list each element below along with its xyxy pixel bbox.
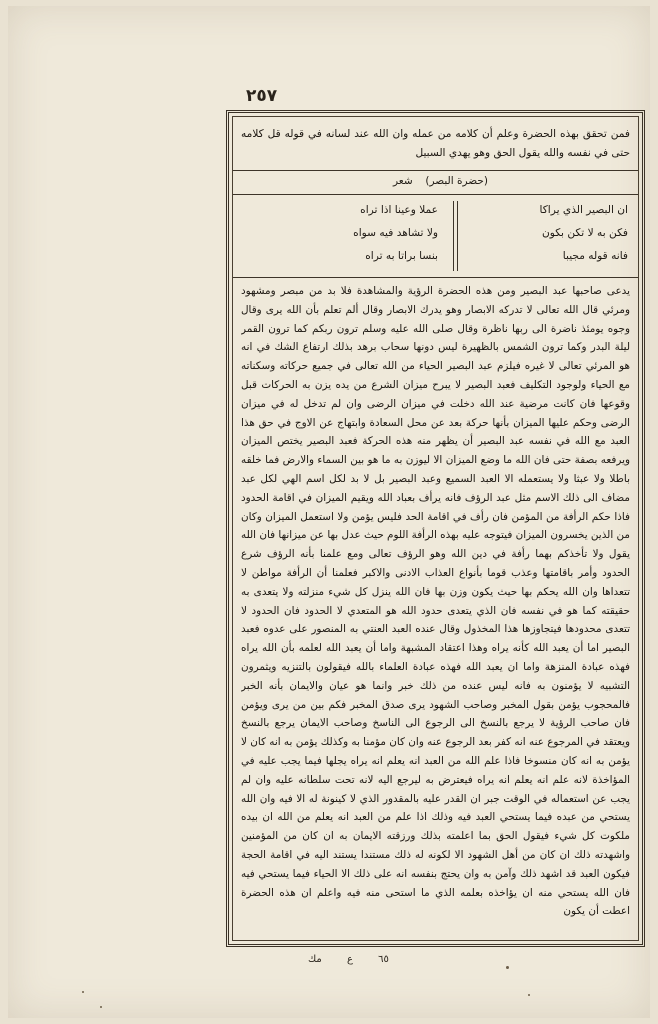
ink-speck (528, 994, 530, 996)
ink-speck (100, 1006, 102, 1008)
poem-line: ان البصير الذي يراكا (539, 204, 628, 216)
poem-line: فكن به لا تكن بكون (541, 227, 628, 239)
section-heading: (حضرة البصر) (425, 175, 488, 187)
footer-catchword: ٦٥ ع مك (308, 954, 389, 965)
text-frame (226, 110, 645, 947)
poem-left-column (288, 199, 438, 273)
main-paragraph: يدعى صاحبها عبد البصير ومن هذه الحضرة الرؤية والمشاهدة فلا بد من مبصر ومشهود ومرئي قال الله تعالى لا تدركه الابصار وهو يدرك الابصار وقال ألم تعلم بأن الله يرى وقال وجوه يومئذ ناضرة الى ربها ناظرة وقال صلى الله عليه وسلم ترون ربكم كما ترون القمر ليلة البدر وكما ترون الشمس بالظهيرة ليس دونها سحاب برهد بذلك ارتفاع الشك في انه هو المرئي تعالى لا غيره فيلزم عبد البصير الحياء من الله تعالى في جميع حركاته وسكناته مع الحياء ولوجود التكليف فعبد البصير لا يبرح ميزان الشرع من يده يزن به الحركات قبل وقوعها فان كانت مرضية عند الله دخلت في ميزان الرضى وان لم تدخل له في ميزان الرضى وحكم عليها الميزان بأنها حركة بعد عن محل السعادة وابتهاج عن الاوج في حق هذا العبد مع الله في نفسه عبد البصير أن يظهر منه هذه الحركة فعبد البصير يختص الميزان ويرفعه بصفة حتى فان الله ما وضع الميزان الا ليوزن به ما هو بين السماء والارض فما خلقه باطلا ولا عبثا ولا يستعمله الا العبد السميع وعبد البصير بل لا بد لكل اسم الهي لكل عبد مضاف الى ذلك الاسم مثل عبد الرؤف فانه يرأف بعباد الله ويقيم الميزان في اقامة الحدود فاذا حكم الرأفة من المؤمن فان رأف في اقامة الحد فليس يؤمن ولا استعمل الميزان وكان من الذين يخسرون الميزان فيتوجه عليه بهذه الرأفة اللوم حيث عدل بها عن ميزانها فان الله يقول ولا تأخذكم بهما رأفة في دين الله وهو الرؤف تعالى ومع علمنا بأنه الرؤف شرع الحدود وأمر باقامتها وعذب قوما بأنواع العذاب الادنى والاكبر فعلمنا أن الرأفة مواطن لا تتعداها وان الله يحكم بها حيث يكون وزن بها فان الله ينزل كل شيء منزلته ولا يتعدى به حقيقته كما هو في نفسه فان الذي يتعدى حدود الله هو المتعدي لا الحدود فان الحدود لا تتعدى محدودها فيتجاوزها هذا المخذول وقال عنده العبد العنتي به المنصور على عدوه فعبد البصير اما أن يعبد الله كأنه يراه وهذا اعتقاد المشبهة واما أن يعبد الله لعلمه بأن الله يراه فهذه عبادة المنزهة واما ان يعبد الله فهذه عبادة العلماء بالله فيقولون بالتنزيه ويثمرون التشبيه لا يؤمنون به فانه ليس عنده من ذلك خبر وانما هو عيان والايمان بأنه الخبر فالمحجوب يؤمن بقول المخبر وصاحب الشهود يرى صدق المخبر فكم بين من يرى ويؤمن فان صاحب الرؤية لا يرجع بالنسخ الى الرجوع الى الناسخ وصاحب الايمان يرجع بالنسخ ويعتقد في المرجوع عنه انه كفر بعد الرجوع عنه وان كان مؤمنا به وكذلك يؤمن به انه كان لا يؤمن به انه كان منسوخا فاذا علم الله من العبد انه يعلم انه يراه يجلها فيما يجب عليه في المؤاخذة لانه علم انه يعلم انه يراه فيعترض به ليرجع اليه لانه تحت سلطانه عليه وان لم يجب عن استعماله في الوقت جبر ان القدر عليه بالمقدور الذي لا كينونة له الا فيه وان الله يستحي من عبده فيما يستحي العبد فيه وذلك اذا علم من العبد انه يعلم من الله ان بيده ملكوت كل شيء فيقول الحق بما اعلمته بذلك ورزقته الايمان به ان كان من المؤمنين واشهدته ذلك ان كان من أهل الشهود الا لكونه له ذلك مستندا يستند اليه في اقامة الحجة فيكون العبد قد اشهد ذلك وآمن به وان يحتج بنفسه انه على ذلك الا الحياء فيما يستحي فيه فان الله يستحي منه ان يؤاخذه بعلمه الذي ما استحى منه فيه واعلم ان هذه الحضرة اعطت أن يكون (241, 285, 630, 918)
ink-speck (506, 966, 509, 969)
poem-line: فانه قوله مجيبا (562, 250, 628, 262)
manuscript-page (8, 6, 650, 1018)
rule-top (233, 170, 638, 171)
text-frame-inner (232, 116, 639, 941)
poem-right-column (478, 199, 628, 273)
verse-label: شعر (393, 175, 413, 187)
section-heading-row (233, 172, 638, 194)
poem-line: ولا تشاهد فيه سواه (353, 227, 438, 239)
poem-line: بنسا براتا به تراه (365, 250, 438, 262)
main-text (241, 282, 630, 940)
poem-block (303, 199, 628, 273)
poem-divider (453, 201, 454, 271)
page-number: ٢٥٧ (246, 86, 278, 106)
poem-divider (457, 201, 458, 271)
rule-heading (233, 194, 638, 195)
intro-paragraph: فمن تحقق بهذه الحضرة وعلم أن كلامه من عمله وان الله عند لسانه في قوله قل كلامه حتى في نفسه والله يقول الحق وهو يهدي السبيل (241, 128, 630, 159)
rule-poem (233, 277, 638, 278)
ink-speck (82, 991, 84, 993)
poem-line: عملا وعينا اذا تراه (360, 204, 438, 216)
